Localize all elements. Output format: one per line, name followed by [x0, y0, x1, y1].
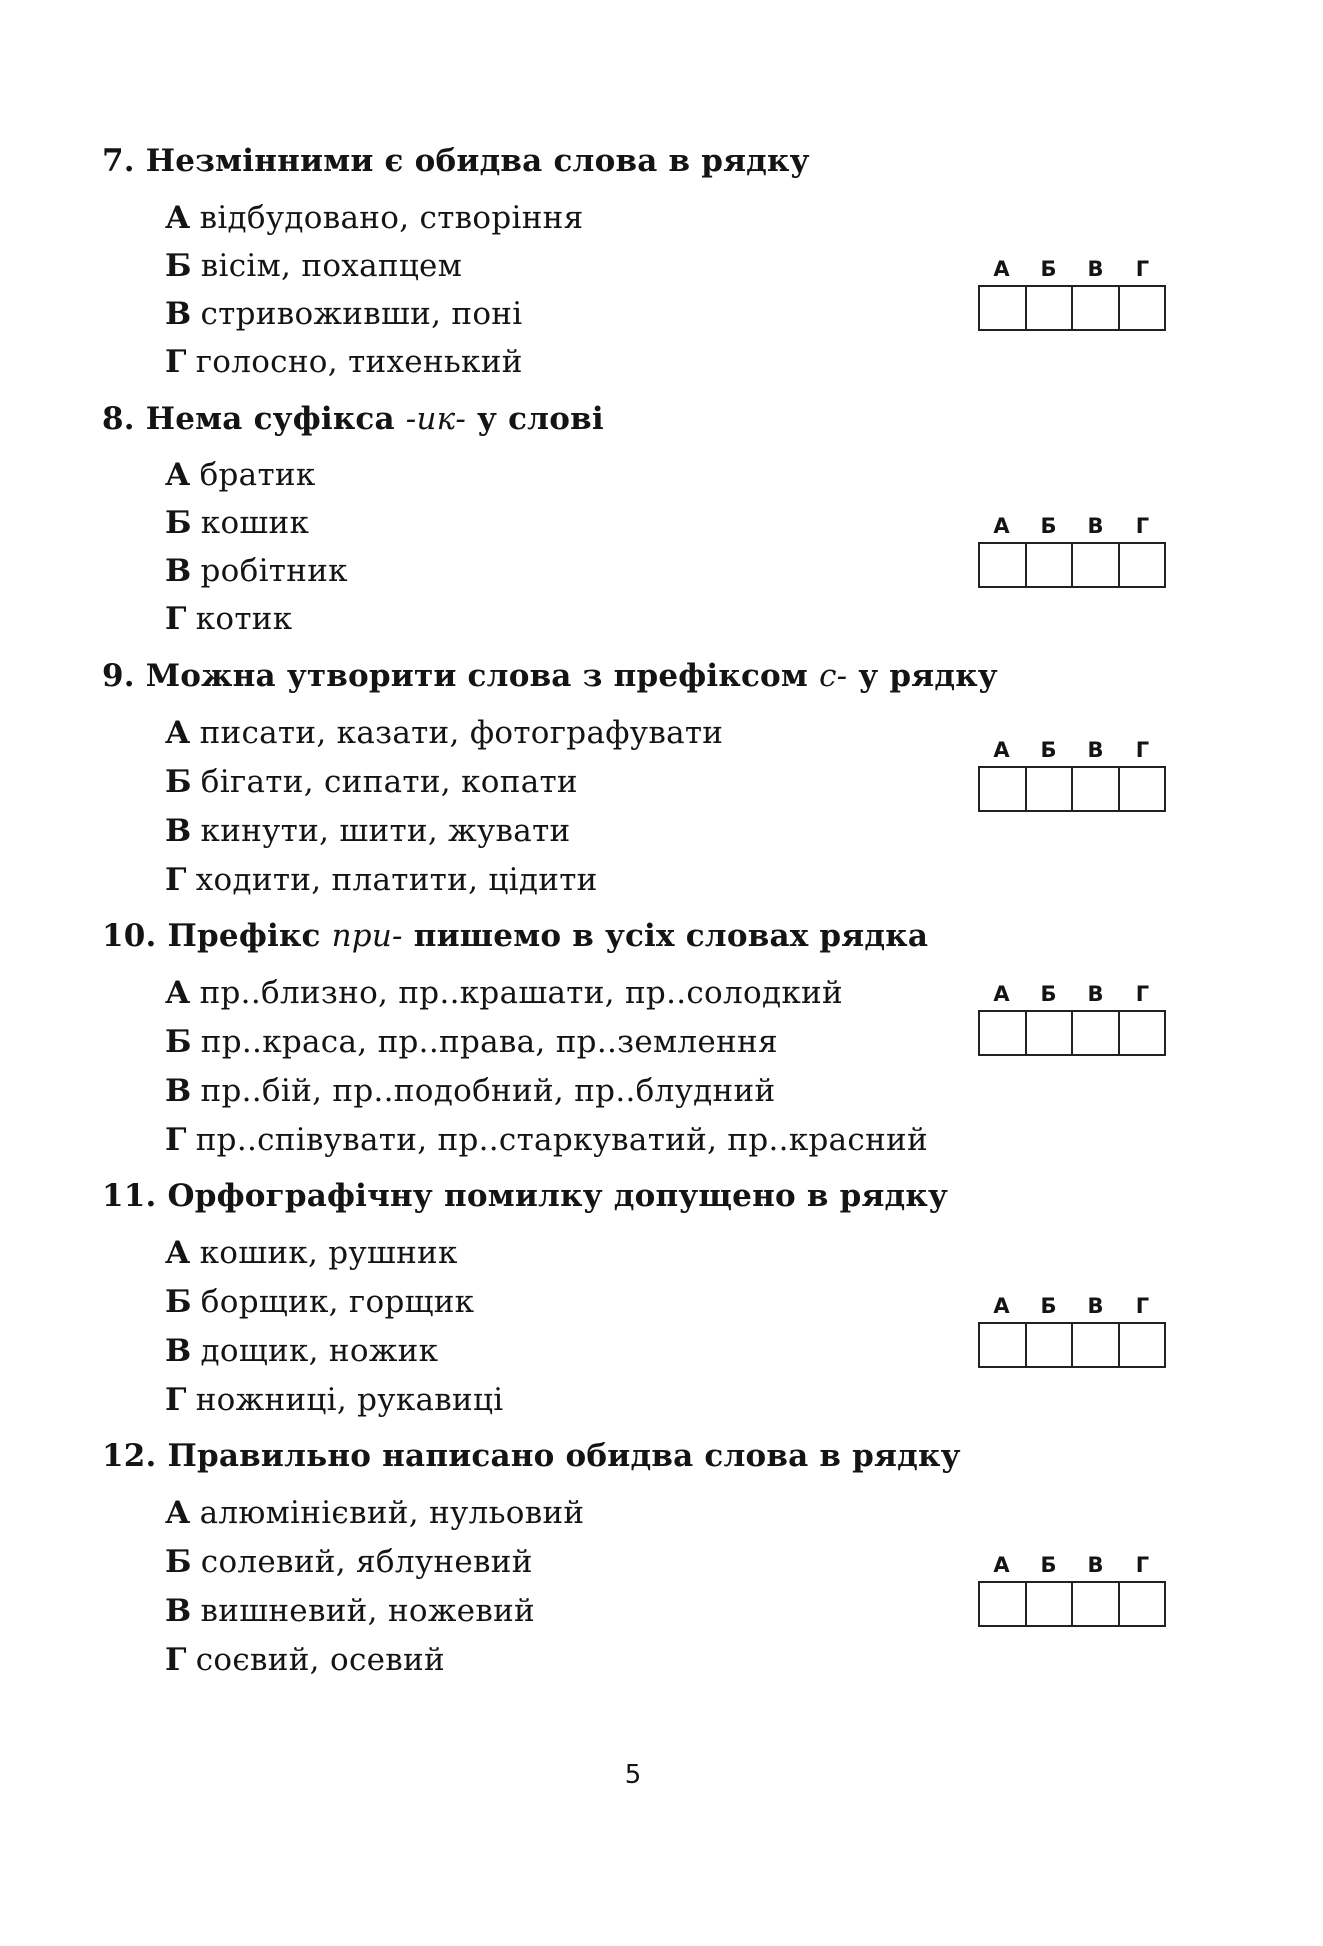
answer-cell-d[interactable]	[1120, 1012, 1165, 1054]
option-letter: А	[165, 975, 191, 1011]
option-letter: Б	[165, 1284, 192, 1320]
option-c[interactable]	[165, 1333, 438, 1369]
grid-label: Б	[1040, 1294, 1057, 1318]
option-text: голосно, тихенький	[195, 344, 523, 380]
option-text: котик	[195, 601, 293, 637]
option-text: алюмінієвий, нульовий	[199, 1495, 585, 1531]
option-letter: В	[165, 1593, 192, 1629]
question-number: 7.	[102, 143, 135, 179]
question-text-end: у слові	[477, 401, 604, 437]
question-text: Незмінними є обидва слова в рядку	[145, 143, 810, 179]
grid-label: В	[1087, 1294, 1104, 1318]
option-d[interactable]	[165, 1642, 445, 1678]
option-text: кошик, рушник	[199, 1235, 458, 1271]
option-letter: Б	[165, 764, 192, 800]
option-text: дощик, ножик	[200, 1333, 439, 1369]
answer-cell-c[interactable]	[1073, 1012, 1120, 1054]
option-d[interactable]	[165, 1382, 503, 1418]
answer-cell-b[interactable]	[1027, 1583, 1074, 1625]
grid-label: Б	[1040, 738, 1057, 762]
grid-label: Г	[1135, 982, 1150, 1006]
option-d[interactable]	[165, 1122, 928, 1158]
option-letter: В	[165, 296, 192, 332]
option-letter: В	[165, 813, 192, 849]
grid-label: А	[993, 982, 1010, 1006]
answer-grid	[978, 738, 1166, 812]
question-stem: -ик-	[405, 401, 467, 437]
answer-cells	[978, 1581, 1166, 1627]
answer-cell-a[interactable]	[980, 287, 1027, 329]
option-text: робітник	[200, 553, 348, 589]
answer-cell-c[interactable]	[1073, 287, 1120, 329]
answer-grid-header	[978, 257, 1166, 281]
answer-grid	[978, 1553, 1166, 1627]
answer-cells	[978, 1010, 1166, 1056]
question-text: Можна утворити слова з префіксом	[145, 658, 809, 694]
option-letter: В	[165, 1333, 192, 1369]
grid-label: Г	[1135, 738, 1150, 762]
question-text: Нема суфікса	[145, 401, 395, 437]
option-d[interactable]	[165, 344, 523, 380]
option-b[interactable]	[165, 1024, 778, 1060]
option-a[interactable]	[165, 1495, 584, 1531]
option-letter: Г	[165, 1642, 187, 1678]
answer-cell-a[interactable]	[980, 1012, 1027, 1054]
answer-cell-b[interactable]	[1027, 1324, 1074, 1366]
option-text: бігати, сипати, копати	[200, 764, 578, 800]
option-c[interactable]	[165, 296, 522, 332]
answer-cell-d[interactable]	[1120, 287, 1165, 329]
option-c[interactable]	[165, 813, 570, 849]
option-text: пр..краса, пр..права, пр..землення	[200, 1024, 778, 1060]
option-letter: Г	[165, 862, 187, 898]
answer-grid	[978, 1294, 1166, 1368]
question-number: 12.	[102, 1438, 157, 1474]
answer-cell-b[interactable]	[1027, 544, 1074, 586]
question-number: 8.	[102, 401, 135, 437]
option-c[interactable]	[165, 1073, 775, 1109]
question-text: Префікс	[167, 918, 321, 954]
option-text: братик	[199, 457, 316, 493]
grid-label: Г	[1135, 257, 1150, 281]
answer-grid-header	[978, 982, 1166, 1006]
option-text: пр..близно, пр..крашати, пр..солодкий	[199, 975, 843, 1011]
grid-label: Б	[1040, 1553, 1057, 1577]
option-d[interactable]	[165, 862, 598, 898]
question-title	[102, 1438, 961, 1474]
option-b[interactable]	[165, 1284, 474, 1320]
answer-cells	[978, 285, 1166, 331]
option-b[interactable]	[165, 1544, 533, 1580]
question-title	[102, 401, 604, 437]
option-letter: В	[165, 553, 192, 589]
option-letter: Г	[165, 344, 187, 380]
grid-label: А	[993, 738, 1010, 762]
answer-grid	[978, 257, 1166, 331]
option-text: борщик, горщик	[200, 1284, 475, 1320]
question-text: Правильно написано обидва слова в рядку	[167, 1438, 961, 1474]
question-number: 10.	[102, 918, 157, 954]
grid-label: В	[1087, 738, 1104, 762]
grid-label: А	[993, 257, 1010, 281]
answer-cells	[978, 1322, 1166, 1368]
option-c[interactable]	[165, 1593, 535, 1629]
option-letter: Б	[165, 505, 192, 541]
option-letter: А	[165, 1495, 191, 1531]
question-title	[102, 143, 810, 179]
answer-cell-c[interactable]	[1073, 544, 1120, 586]
option-letter: А	[165, 200, 191, 236]
question-number: 11.	[102, 1178, 157, 1214]
option-a[interactable]	[165, 715, 723, 751]
option-text: пр..бій, пр..подобний, пр..блудний	[200, 1073, 776, 1109]
answer-cell-a[interactable]	[980, 1324, 1027, 1366]
answer-cell-d[interactable]	[1120, 544, 1165, 586]
option-letter: Б	[165, 1544, 192, 1580]
answer-cell-b[interactable]	[1027, 1012, 1074, 1054]
grid-label: В	[1087, 982, 1104, 1006]
answer-cell-d[interactable]	[1120, 1324, 1165, 1366]
option-text: писати, казати, фотографувати	[199, 715, 724, 751]
question-title	[102, 1178, 948, 1214]
option-text: кинути, шити, жувати	[200, 813, 571, 849]
option-letter: Б	[165, 248, 192, 284]
page-number: 5	[624, 1760, 642, 1790]
question-number: 9.	[102, 658, 135, 694]
answer-grid-header	[978, 514, 1166, 538]
answer-cells	[978, 766, 1166, 812]
grid-label: Б	[1040, 982, 1057, 1006]
answer-grid-header	[978, 1553, 1166, 1577]
grid-label: А	[993, 1294, 1010, 1318]
option-text: стривоживши, поні	[200, 296, 523, 332]
grid-label: А	[993, 1553, 1010, 1577]
option-letter: Г	[165, 1382, 187, 1418]
question-text-end: пишемо в усіх словах рядка	[413, 918, 929, 954]
answer-grid	[978, 982, 1166, 1056]
answer-grid	[978, 514, 1166, 588]
option-d[interactable]	[165, 601, 292, 637]
option-letter: А	[165, 457, 191, 493]
option-c[interactable]	[165, 553, 348, 589]
answer-cell-d[interactable]	[1120, 768, 1165, 810]
answer-grid-header	[978, 738, 1166, 762]
question-stem: при-	[331, 918, 403, 954]
question-text: Орфографічну помилку допущено в рядку	[167, 1178, 949, 1214]
answer-cell-a[interactable]	[980, 1583, 1027, 1625]
option-b[interactable]	[165, 505, 309, 541]
question-title	[102, 658, 998, 694]
answer-cell-d[interactable]	[1120, 1583, 1165, 1625]
answer-cell-a[interactable]	[980, 544, 1027, 586]
grid-label: Г	[1135, 1553, 1150, 1577]
answer-cell-b[interactable]	[1027, 768, 1074, 810]
answer-cell-b[interactable]	[1027, 287, 1074, 329]
question-text-end: у рядку	[858, 658, 998, 694]
option-a[interactable]	[165, 200, 584, 236]
grid-label: Б	[1040, 257, 1057, 281]
grid-label: Б	[1040, 514, 1057, 538]
answer-cells	[978, 542, 1166, 588]
grid-label: В	[1087, 257, 1104, 281]
grid-label: В	[1087, 514, 1104, 538]
grid-label: Г	[1135, 1294, 1150, 1318]
option-b[interactable]	[165, 248, 462, 284]
option-letter: Г	[165, 601, 187, 637]
answer-cell-a[interactable]	[980, 768, 1027, 810]
option-text: ходити, платити, цідити	[195, 862, 598, 898]
option-letter: А	[165, 715, 191, 751]
option-a[interactable]	[165, 1235, 458, 1271]
answer-cell-c[interactable]	[1073, 768, 1120, 810]
option-a[interactable]	[165, 457, 316, 493]
option-letter: В	[165, 1073, 192, 1109]
option-letter: Б	[165, 1024, 192, 1060]
option-text: кошик	[200, 505, 310, 541]
option-b[interactable]	[165, 764, 578, 800]
answer-grid-header	[978, 1294, 1166, 1318]
option-a[interactable]	[165, 975, 843, 1011]
answer-cell-c[interactable]	[1073, 1583, 1120, 1625]
answer-cell-c[interactable]	[1073, 1324, 1120, 1366]
option-text: вишневий, ножевий	[200, 1593, 536, 1629]
question-stem: с-	[819, 658, 848, 694]
option-text: солевий, яблуневий	[200, 1544, 533, 1580]
grid-label: Г	[1135, 514, 1150, 538]
option-text: соєвий, осевий	[195, 1642, 445, 1678]
option-text: пр..співувати, пр..старкуватий, пр..красний	[195, 1122, 928, 1158]
grid-label: А	[993, 514, 1010, 538]
option-text: відбудовано, створіння	[199, 200, 584, 236]
option-letter: Г	[165, 1122, 187, 1158]
grid-label: В	[1087, 1553, 1104, 1577]
question-title	[102, 918, 928, 954]
option-text: вісім, похапцем	[200, 248, 463, 284]
option-text: ножниці, рукавиці	[195, 1382, 504, 1418]
option-letter: А	[165, 1235, 191, 1271]
